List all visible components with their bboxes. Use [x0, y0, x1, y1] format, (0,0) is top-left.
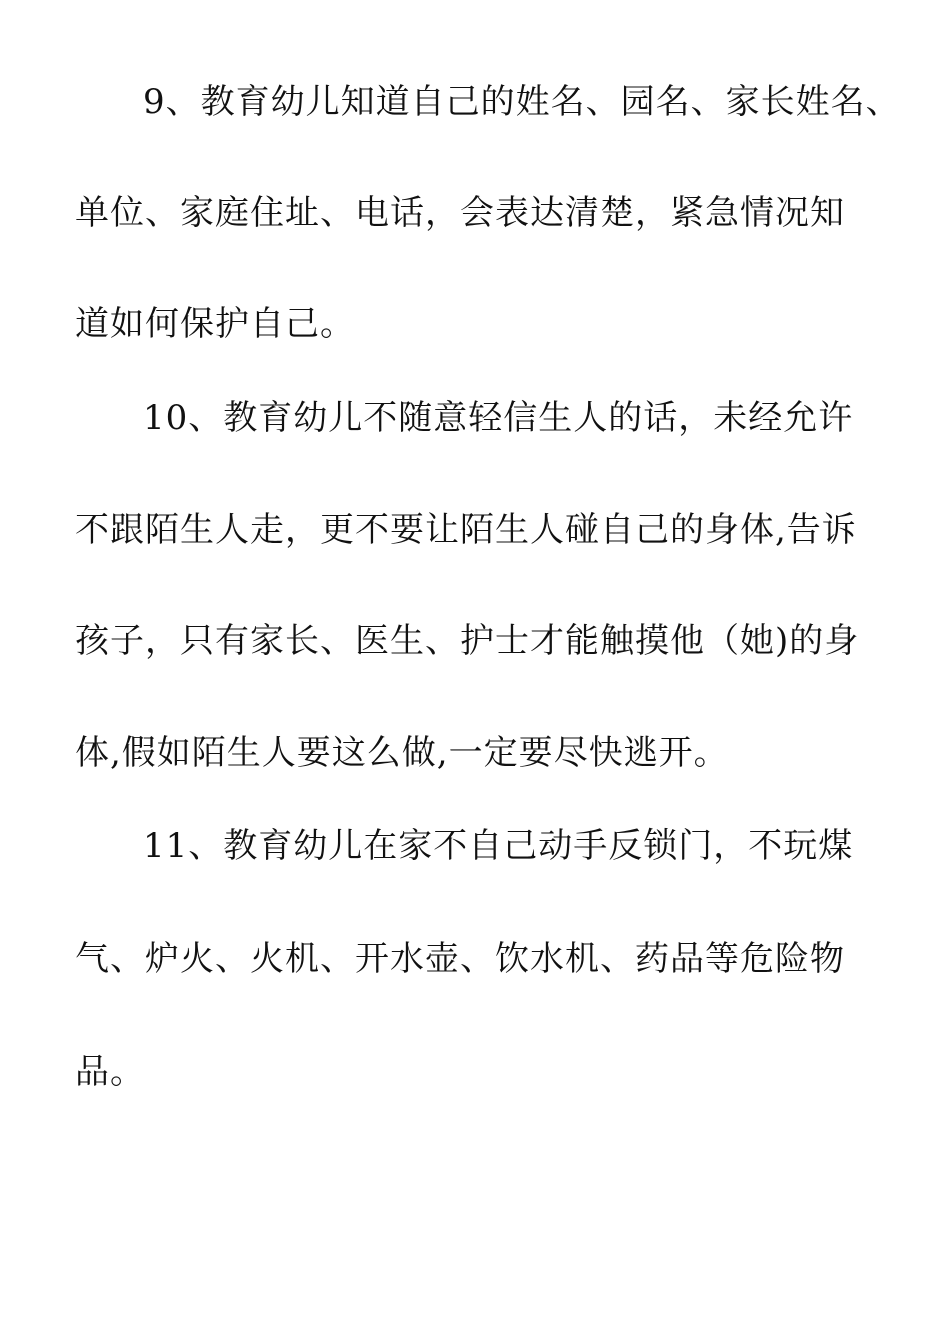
- paragraph-10-line-3: 孩子，只有家长、医生、护士才能触摸他（她)的身: [75, 621, 860, 661]
- paragraph-11-line-1: 11、教育幼儿在家不自己动手反锁门，不玩煤: [143, 826, 854, 866]
- paragraph-9-line-3: 道如何保护自己。: [75, 304, 355, 344]
- paragraph-10-line-1: 10、教育幼儿不随意轻信生人的话，未经允许: [143, 398, 854, 438]
- paragraph-10-line-4: 体,假如陌生人要这么做,一定要尽快逃开。: [75, 733, 729, 773]
- paragraph-9-line-2: 单位、家庭住址、电话，会表达清楚，紧急情况知: [75, 193, 845, 233]
- paragraph-11-line-3: 品。: [75, 1052, 145, 1092]
- paragraph-10-line-2: 不跟陌生人走，更不要让陌生人碰自己的身体,告诉: [75, 510, 857, 550]
- paragraph-9-line-1: 9、教育幼儿知道自己的姓名、园名、家长姓名、: [143, 82, 901, 122]
- paragraph-11-line-2: 气、炉火、火机、开水壶、饮水机、药品等危险物: [75, 939, 845, 979]
